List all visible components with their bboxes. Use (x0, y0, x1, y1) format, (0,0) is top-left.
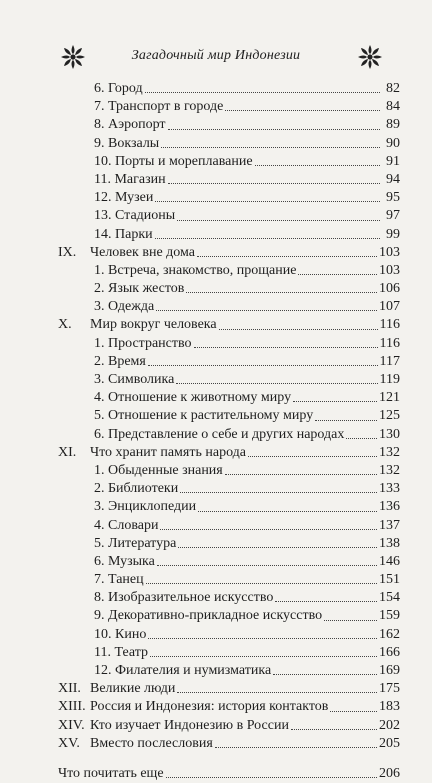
toc-entry-page: 166 (379, 644, 400, 660)
toc-entry (58, 226, 400, 244)
toc-entry-page: 133 (379, 481, 400, 497)
toc-entry-page: 99 (386, 226, 400, 242)
toc-entry-title: Что хранит память народа (90, 444, 246, 460)
page-header (0, 44, 432, 74)
toc-entry-page: 136 (379, 499, 400, 515)
dot-leader (168, 119, 380, 130)
dot-leader (148, 628, 377, 639)
toc-entry (58, 480, 400, 498)
toc-entry (58, 535, 400, 553)
toc-entry (58, 153, 400, 171)
toc-entry (58, 171, 400, 189)
toc-entry (58, 98, 400, 116)
dot-leader (146, 573, 377, 584)
dot-leader (215, 737, 377, 748)
toc-entry-page: 151 (379, 572, 400, 588)
toc-entry (58, 298, 400, 316)
dot-leader (155, 191, 380, 202)
toc-entry-title: 6. Музыка (94, 553, 155, 569)
toc-entry-page: 137 (379, 517, 400, 533)
toc-entry-title: 4. Словари (94, 517, 159, 533)
toc-entry-title: 14. Парки (94, 226, 153, 242)
dot-leader (315, 410, 377, 421)
toc-entry-page: 183 (379, 699, 400, 715)
toc-entry (58, 389, 400, 407)
dot-leader (330, 701, 377, 712)
toc-entry (58, 571, 400, 589)
dot-leader (150, 646, 377, 657)
dot-leader (156, 300, 377, 311)
toc-entry (58, 371, 400, 389)
toc-entry (58, 280, 400, 298)
toc-entry (58, 462, 400, 480)
dot-leader (346, 428, 377, 439)
toc-entry-page: 206 (379, 765, 400, 781)
toc-entry (58, 607, 400, 625)
dot-leader (180, 482, 377, 493)
toc-entry-page: 82 (386, 81, 400, 96)
toc-entry-page: 89 (386, 117, 400, 133)
dot-leader (298, 264, 377, 275)
toc-entry (58, 80, 400, 98)
toc-entry-title: 4. Отношение к животному миру (94, 390, 292, 406)
toc-entry-title: 2. Время (94, 353, 146, 369)
dot-leader (273, 664, 377, 675)
toc-entry-title: 1. Обыденные знания (94, 462, 223, 478)
toc-entry-title: 8. Аэропорт (94, 117, 166, 133)
toc-entry-title: 5. Отношение к растительному миру (94, 408, 314, 424)
toc-entry-page: 162 (379, 626, 400, 642)
toc-entry (58, 116, 400, 134)
toc-entry-page: 175 (379, 681, 400, 697)
toc-entry-title: 6. Представление о себе и других народах (94, 426, 345, 442)
dot-leader (225, 464, 377, 475)
toc-entry (58, 735, 400, 753)
toc-entry (58, 189, 400, 207)
toc-entry-title: 3. Символика (94, 372, 175, 387)
toc-entry-page: 107 (379, 299, 400, 315)
toc-entry (58, 316, 400, 334)
toc-entry-title: 10. Порты и мореплавание (94, 153, 253, 169)
toc-entry-title: 6. Город (94, 81, 143, 96)
toc-entry-title: 9. Вокзалы (94, 135, 160, 151)
toc-entry-page: 95 (386, 190, 400, 206)
dot-leader (177, 210, 380, 221)
toc-entry-page: 84 (386, 99, 400, 115)
toc-entry-title: Человек вне дома (90, 244, 195, 260)
dot-leader (197, 246, 377, 257)
toc-entry (58, 353, 400, 371)
toc-entry-number: X. (58, 317, 72, 333)
toc-entry-page: 132 (379, 462, 400, 478)
dot-leader (291, 719, 377, 730)
dot-leader (275, 591, 377, 602)
toc-entry-title: 11. Театр (94, 644, 149, 660)
dot-leader (176, 373, 377, 384)
toc-entry-page: 103 (379, 262, 400, 278)
toc-entry-title: 3. Энциклопедии (94, 499, 197, 515)
toc-entry (58, 517, 400, 535)
toc-entry-number: XII. (58, 681, 81, 697)
toc-entry-page: 103 (379, 244, 400, 260)
toc-entry-title: 8. Изобразительное искусство (94, 590, 274, 606)
dot-leader (225, 100, 380, 111)
dot-leader (194, 337, 378, 348)
dot-leader (177, 682, 377, 693)
dot-leader (145, 82, 380, 93)
toc-entry-page: 138 (379, 535, 400, 551)
toc-entry-title: 7. Транспорт в городе (94, 99, 224, 115)
toc-entry-title: 13. Стадионы (94, 208, 176, 224)
dot-leader (248, 446, 377, 457)
toc-entry-number: XV. (58, 735, 80, 751)
toc-entry-page: 132 (379, 444, 400, 460)
toc-entry-title: 1. Пространство (94, 335, 192, 351)
toc-entry-title: Россия и Индонезия: история контактов (90, 699, 329, 715)
dot-leader (255, 155, 380, 166)
toc-entry-title: 10. Кино (94, 626, 147, 642)
toc-entry-page: 119 (379, 372, 400, 387)
toc-entry (58, 698, 400, 716)
dot-leader (219, 319, 378, 330)
toc-entry-page: 94 (386, 171, 400, 187)
toc-entry (58, 662, 400, 680)
running-title: Загадочный мир Индонезии (131, 48, 301, 63)
toc-entry (58, 626, 400, 644)
toc-entry-number: IX. (58, 244, 77, 260)
toc-entry-title: 3. Одежда (94, 299, 155, 315)
toc-entry-page: 116 (379, 335, 400, 351)
toc-entry (58, 262, 400, 280)
toc-entry (58, 335, 400, 353)
dot-leader (293, 391, 377, 402)
toc-entry-page: 130 (379, 426, 400, 442)
toc-entry-page: 154 (379, 590, 400, 606)
dot-leader (161, 137, 380, 148)
toc-entry (58, 444, 400, 462)
toc-entry-title: 11. Магазин (94, 171, 166, 187)
toc-entry-page: 205 (379, 735, 400, 751)
toc-entry-title: Великие люди (90, 681, 176, 697)
toc-entry-number: XIV. (58, 717, 85, 733)
dot-leader (186, 282, 377, 293)
table-of-contents (58, 80, 400, 783)
toc-entry-page: 106 (379, 281, 400, 297)
toc-entry-title: 1. Встреча, знакомство, прощание (94, 262, 297, 278)
dot-leader (157, 555, 377, 566)
ornament-icon (357, 44, 383, 70)
toc-entry-title: 2. Язык жестов (94, 281, 185, 297)
toc-entry (58, 553, 400, 571)
dot-leader (198, 501, 377, 512)
toc-entry-title: Что почитать еще (58, 765, 164, 781)
toc-entry (58, 717, 400, 735)
dot-leader (324, 610, 377, 621)
dot-leader (160, 519, 377, 530)
toc-entry-title: 12. Филателия и нумизматика (94, 663, 272, 678)
toc-entry-title: 9. Декоративно-прикладное искусство (94, 608, 323, 624)
toc-entry-number: XI. (58, 444, 77, 460)
toc-entry (58, 680, 400, 698)
toc-entry-page: 91 (386, 153, 400, 169)
toc-entry-title: Кто изучает Индонезию в России (90, 717, 289, 733)
toc-entry-title: Мир вокруг человека (90, 317, 217, 333)
toc-entry-page: 116 (379, 317, 400, 333)
toc-entry-page: 202 (379, 717, 400, 733)
toc-entry-title: 12. Музеи (94, 190, 154, 206)
toc-entry-title: 7. Танец (94, 572, 144, 588)
toc-entry-page: 125 (379, 408, 400, 424)
toc-entry-number: XIII. (58, 699, 86, 715)
toc-entry (58, 498, 400, 516)
toc-entry-page: 121 (379, 390, 400, 406)
toc-entry-page: 90 (386, 135, 400, 151)
toc-entry (58, 589, 400, 607)
toc-entry-page: 159 (379, 608, 400, 624)
dot-leader (178, 537, 377, 548)
dot-leader (148, 355, 378, 366)
toc-entry-title: Вместо послесловия (90, 735, 213, 751)
toc-entry (58, 407, 400, 425)
dot-leader (168, 173, 380, 184)
toc-entry (58, 426, 400, 444)
toc-entry (58, 244, 400, 262)
toc-entry (58, 765, 400, 783)
toc-entry-page: 97 (386, 208, 400, 224)
dot-leader (166, 767, 377, 778)
toc-entry-page: 117 (379, 353, 400, 369)
toc-entry-title: 5. Литература (94, 535, 177, 551)
toc-entry (58, 135, 400, 153)
toc-entry-title: 2. Библиотеки (94, 481, 179, 497)
toc-entry-page: 146 (379, 553, 400, 569)
toc-entry (58, 644, 400, 662)
dot-leader (155, 228, 380, 239)
toc-entry (58, 207, 400, 225)
toc-entry-page: 169 (379, 663, 400, 678)
